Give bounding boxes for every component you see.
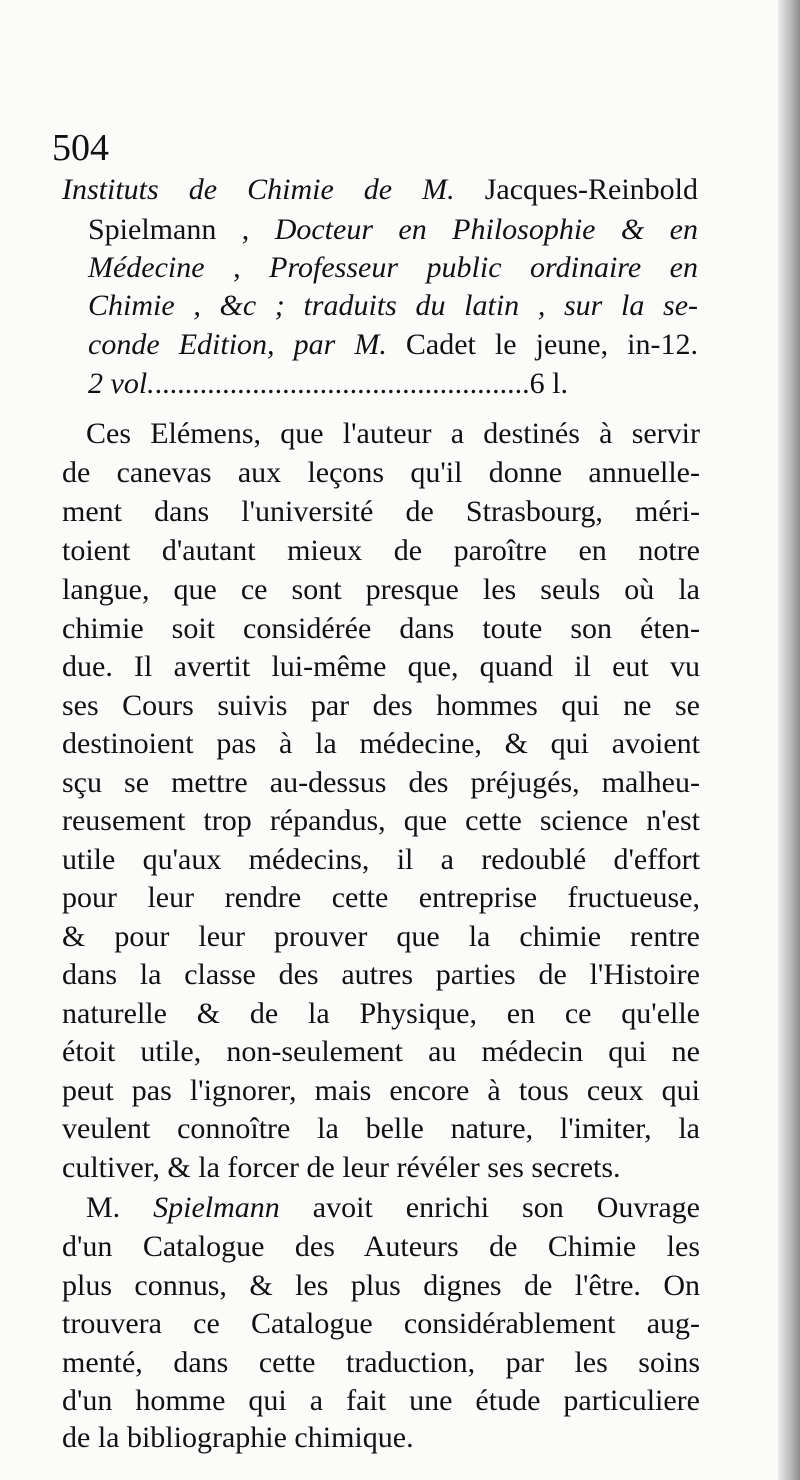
text-line: ment dans l'université de Strasbourg, méri- [62,495,700,528]
text-line: due. Il avertit lui-même que, quand il eut vu [62,650,700,683]
entry-line: Chimie , &c ; traduits du latin , sur la se- [88,289,698,322]
text-line: naturelle & de la Physique, en ce qu'elle [62,997,700,1030]
text-line: & pour leur prouver que la chimie rentre [62,920,700,953]
entry-line: conde Edition, par M. Cadet le jeune, in-12. [88,328,698,361]
text-line: dans la classe des autres parties de l'Histoire [62,958,700,991]
text-line: reusement trop répandus, que cette science n'est [62,804,700,837]
text-line: langue, que ce sont presque les seuls où la [62,573,700,606]
text-line: destinoient pas à la médecine, & qui avoient [62,727,700,760]
text-line: toient d'autant mieux de paroître en notre [62,534,700,567]
text-line: veulent connoître la belle nature, l'imiter, la [62,1112,700,1145]
text-line: de canevas aux leçons qu'il donne annuelle- [62,456,700,489]
entry-line: Spielmann , Docteur en Philosophie & en [88,213,698,246]
text-line: d'un homme qui a fait une étude particuliere [62,1384,700,1417]
text-line: chimie soit considérée dans toute son éten- [62,612,700,645]
entry-line: Instituts de Chimie de M. Jacques-Reinbold [62,173,698,206]
text-line: cultiver, & la forcer de leur révéler ses secrets. [62,1151,621,1184]
page-number: 504 [52,127,109,169]
page-gutter-shadow [778,0,800,1480]
text-line: ses Cours suivis par des hommes qui ne se [62,689,700,722]
text-line: M. Spielmann avoit enrichi son Ouvrage [86,1191,700,1224]
text-line: trouvera ce Catalogue considérablement aug- [62,1307,700,1340]
author-name: Spielmann [153,1191,280,1224]
text-line: peut pas l'ignorer, mais encore à tous ceux qui [62,1074,700,1107]
text-line: sçu se mettre au-dessus des préjugés, malheu- [62,766,700,799]
text-line: de la bibliographie chimique. [62,1421,414,1454]
text-line: étoit utile, non-seulement au médecin qui ne [62,1035,700,1068]
text-line: utile qu'aux médecins, il a redoublé d'effort [62,843,700,876]
text-line: d'un Catalogue des Auteurs de Chimie les [62,1230,700,1263]
text-line: menté, dans cette traduction, par les soins [62,1346,700,1379]
text-line: plus connus, & les plus dignes de l'être. On [62,1269,700,1302]
entry-line-price: 2 vol...................................................6 l. [88,367,568,400]
text-line: pour leur rendre cette entreprise fructueuse, [62,881,700,914]
entry-line: Médecine , Professeur public ordinaire en [88,251,698,284]
text-line: Ces Elémens, que l'auteur a destinés à servir [86,417,700,450]
